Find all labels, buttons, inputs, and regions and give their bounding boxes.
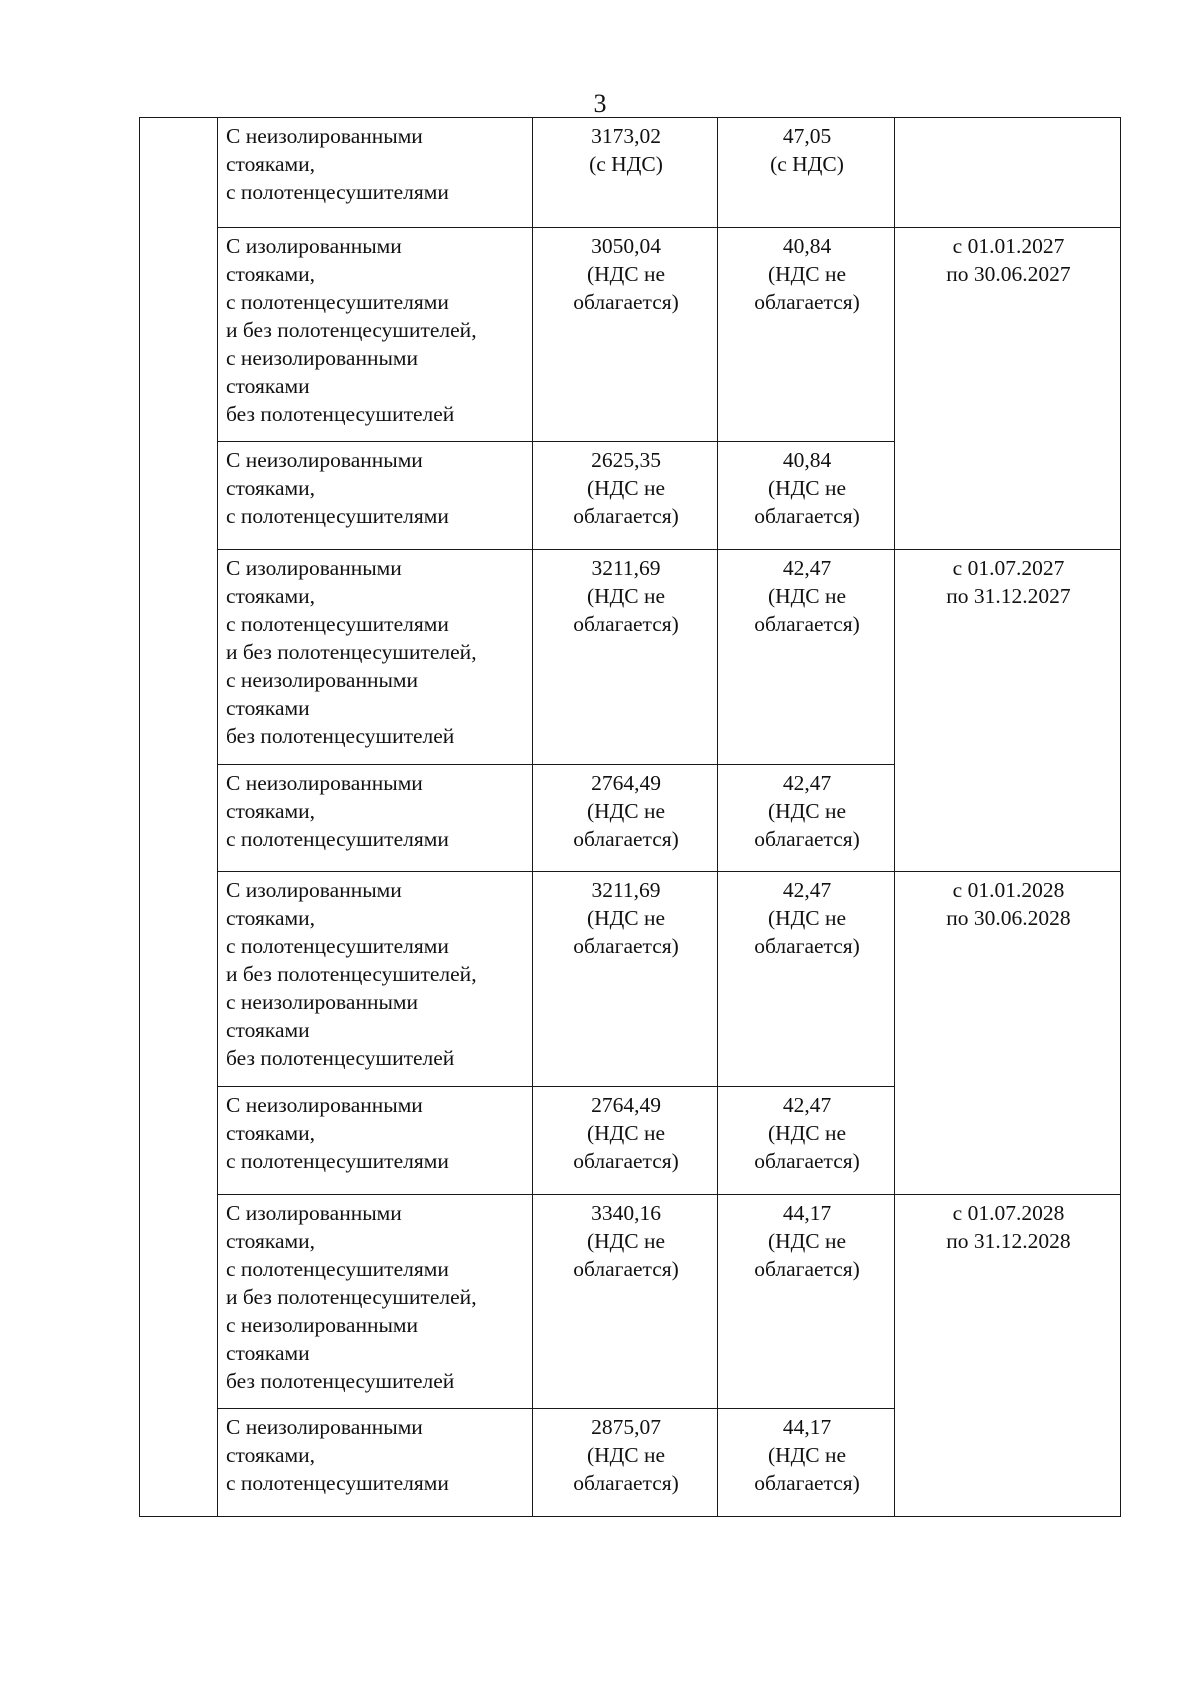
price-cell: 2625,35 (НДС не облагается): [533, 442, 718, 550]
period-cell: с 01.01.2027 по 30.06.2027: [895, 227, 1121, 549]
table-row: [140, 550, 1121, 765]
table-row: [140, 1194, 1121, 1409]
tariff-table: [139, 117, 1121, 1517]
description-cell: С неизолированными стояками, с полотенцесушителями: [218, 118, 533, 228]
price-cell: 44,17 (НДС не облагается): [718, 1409, 895, 1517]
price-cell: 42,47 (НДС не облагается): [718, 764, 895, 872]
price-cell: 2875,07 (НДС не облагается): [533, 1409, 718, 1517]
description-cell: С изолированными стояками, с полотенцесушителями и без полотенцесушителей, с неизолированными стояками без полотенцесушителей: [218, 872, 533, 1087]
description-cell: С изолированными стояками, с полотенцесушителями и без полотенцесушителей, с неизолированными стояками без полотенцесушителей: [218, 1194, 533, 1409]
price-cell: 40,84 (НДС не облагается): [718, 442, 895, 550]
table-row: [140, 227, 1121, 442]
description-cell: С изолированными стояками, с полотенцесушителями и без полотенцесушителей, с неизолированными стояками без полотенцесушителей: [218, 227, 533, 442]
period-cell: с 01.01.2028 по 30.06.2028: [895, 872, 1121, 1194]
price-cell: 3340,16 (НДС не облагается): [533, 1194, 718, 1409]
description-cell: С неизолированными стояками, с полотенцесушителями: [218, 764, 533, 872]
table-row: [140, 118, 1121, 228]
table-row: [140, 872, 1121, 1087]
period-cell: с 01.07.2027 по 31.12.2027: [895, 550, 1121, 872]
price-cell: 44,17 (НДС не облагается): [718, 1194, 895, 1409]
description-cell: С неизолированными стояками, с полотенцесушителями: [218, 442, 533, 550]
period-cell: с 01.07.2028 по 31.12.2028: [895, 1194, 1121, 1516]
price-cell: 2764,49 (НДС не облагается): [533, 764, 718, 872]
price-cell: 2764,49 (НДС не облагается): [533, 1086, 718, 1194]
price-cell: 42,47 (НДС не облагается): [718, 550, 895, 765]
price-cell: 47,05 (с НДС): [718, 118, 895, 228]
period-cell: [895, 118, 1121, 228]
price-cell: 3173,02 (с НДС): [533, 118, 718, 228]
page-number: 3: [593, 89, 607, 118]
description-cell: С изолированными стояками, с полотенцесушителями и без полотенцесушителей, с неизолированными стояками без полотенцесушителей: [218, 550, 533, 765]
price-cell: 42,47 (НДС не облагается): [718, 1086, 895, 1194]
price-cell: 40,84 (НДС не облагается): [718, 227, 895, 442]
price-cell: 42,47 (НДС не облагается): [718, 872, 895, 1087]
price-cell: 3050,04 (НДС не облагается): [533, 227, 718, 442]
row-number-cell: [140, 118, 218, 1517]
description-cell: С неизолированными стояками, с полотенцесушителями: [218, 1086, 533, 1194]
description-cell: С неизолированными стояками, с полотенцесушителями: [218, 1409, 533, 1517]
price-cell: 3211,69 (НДС не облагается): [533, 872, 718, 1087]
price-cell: 3211,69 (НДС не облагается): [533, 550, 718, 765]
